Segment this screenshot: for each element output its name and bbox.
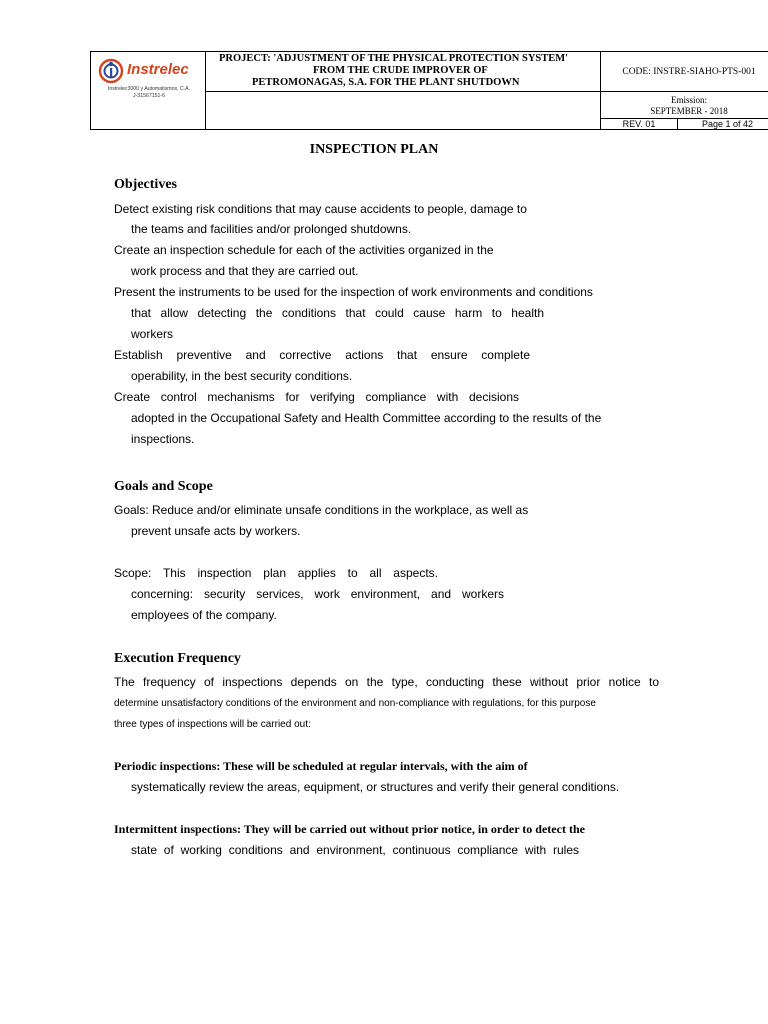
intermittent-inspections-detail: state of working conditions and environment, continuous compliance with rules [131, 843, 579, 857]
periodic-inspections-detail: systematically review the areas, equipment, or structures and verify their general conditions. [131, 780, 620, 794]
goals-line: Goals: Reduce and/or eliminate unsafe conditions in the workplace, as well as [114, 503, 529, 517]
objective-line: Establish preventive and corrective actions that ensure complete [114, 348, 530, 362]
document-header-table [90, 51, 768, 130]
revision-cell [601, 119, 678, 129]
scope-line: Scope: This inspection plan applies to all aspects. [114, 566, 438, 580]
goals-line: prevent unsafe acts by workers. [131, 524, 301, 538]
goals-scope-heading: Goals and Scope [114, 479, 213, 494]
emission-info [601, 92, 768, 117]
frequency-line: The frequency of inspections depends on the type, conducting these without prior notice to [114, 675, 659, 689]
intermittent-inspections-line: Intermittent inspections: They will be carried out without prior notice, in order to detect the [114, 822, 585, 836]
objective-line: workers [131, 327, 174, 341]
scope-line: employees of the company. [131, 608, 277, 622]
objective-line: Create control mechanisms for verifying compliance with decisions [114, 390, 519, 404]
logo-subtitle [97, 86, 201, 100]
frequency-line: three types of inspections will be carried out: [114, 719, 311, 730]
revision-number: REV. 01 [622, 119, 656, 129]
logo-wordmark: Instrelec [127, 61, 189, 78]
logo-cell [91, 52, 206, 129]
header-blank-cell [206, 92, 601, 129]
project-line-3: PETROMONAGAS, S.A. FOR THE PLANT SHUTDOWN [252, 77, 520, 88]
page-title: INSPECTION PLAN [309, 142, 439, 157]
page-cell [678, 119, 768, 129]
objective-line: Create an inspection schedule for each of the activities organized in the [114, 243, 494, 257]
logo-tax-id: J-31567151-6 [132, 93, 165, 99]
scope-line: concerning: security services, work environment, and workers [131, 587, 504, 601]
page-number: Page 1 of 42 [701, 119, 754, 129]
emission-cell [601, 92, 768, 119]
objective-line: that allow detecting the conditions that could cause harm to health [131, 306, 544, 320]
logo-company-name: Instrelec3000 y Automatismos, C.A. [107, 86, 191, 92]
project-line-1: PROJECT: 'ADJUSTMENT OF THE PHYSICAL PROTECTION SYSTEM' [219, 53, 569, 64]
company-logo-icon [98, 58, 124, 84]
objective-line: Detect existing risk conditions that may cause accidents to people, damage to [114, 202, 527, 216]
project-title [206, 52, 600, 89]
project-line-2: FROM THE CRUDE IMPROVER OF [313, 65, 488, 76]
objective-line: the teams and facilities and/or prolonged shutdowns. [131, 222, 412, 236]
periodic-inspections-line: Periodic inspections: These will be scheduled at regular intervals, with the aim of [114, 759, 528, 773]
objective-line: work process and that they are carried out. [131, 264, 359, 278]
document-code: CODE: INSTRE-SIAHO-PTS-001 [622, 67, 756, 77]
frequency-line: determine unsatisfactory conditions of the environment and non-compliance with regulations, for this purpose [114, 698, 596, 709]
objective-line: operability, in the best security conditions. [131, 369, 353, 383]
execution-frequency-heading: Execution Frequency [114, 651, 241, 666]
objective-line: Present the instruments to be used for the inspection of work environments and conditions [114, 285, 593, 299]
objectives-heading: Objectives [114, 177, 177, 192]
objective-line: adopted in the Occupational Safety and Health Committee according to the results of the [131, 411, 602, 425]
objective-line: inspections. [131, 432, 195, 446]
project-title-cell [206, 52, 601, 92]
emission-label: Emission: [670, 95, 707, 105]
code-cell [601, 52, 768, 92]
emission-date: SEPTEMBER - 2018 [650, 106, 728, 116]
